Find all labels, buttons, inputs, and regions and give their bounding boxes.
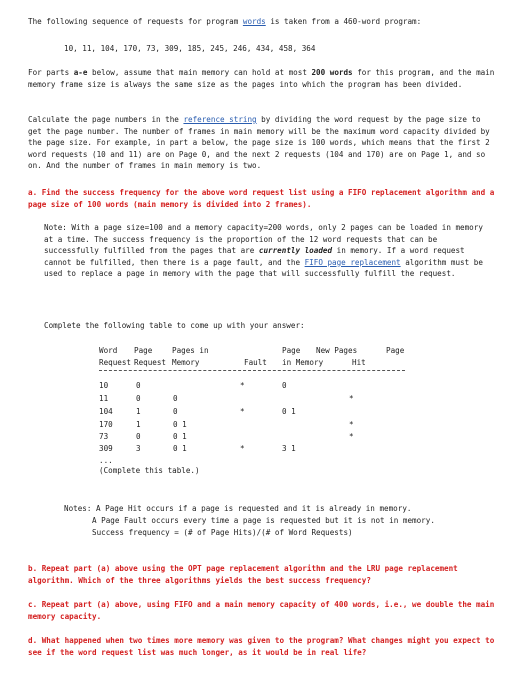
intro-line: The following sequence of requests for program words is taken from a 460-word program: (28, 17, 422, 26)
question-d: d. What happened when two times more memory was given to the program? What changes might you expect to see if the word request list was much longer, as it would be in real life? (28, 636, 495, 657)
table-ellipsis: ... (99, 456, 113, 465)
note-success-frequency: Success frequency = (# of Page Hits)/(# of Word Requests) (92, 528, 353, 537)
table-divider (99, 370, 405, 371)
note-page-fault: A Page Fault occurs every time a page is requested but it is not in memory. (92, 516, 435, 525)
words-link[interactable]: words (242, 17, 266, 26)
fifo-link[interactable]: FIFO page replacement (304, 257, 401, 267)
calculation-paragraph: Calculate the page numbers in the reference string by dividing the word request by the page size to get the page number. The number of frames in main memory will be the maximum word capacity divided by the page size. For example, in part a below, the page size is 100 words, which means that the first 2 word requests (10 and 11) are on Page 0, and the next 2 requests (104 and 170) are on Page 1, and so on. And the number of frames in main memory is two. (28, 115, 490, 171)
question-a: a. Find the success frequency for the above word request list using a FIFO replacement algorithm and a page size of 100 words (main memory is divided into 2 frames). (28, 188, 495, 209)
reference-string-link[interactable]: reference string (183, 115, 257, 124)
complete-prompt: Complete the following table to come up with your answer: (44, 321, 305, 330)
question-c: c. Repeat part (a) above, using FIFO and a main memory capacity of 400 words, i.e., we double the main memory capacity. (28, 600, 495, 621)
request-sequence: 10, 11, 104, 170, 73, 309, 185, 245, 246, 434, 458, 364 (64, 44, 316, 53)
question-b: b. Repeat part (a) above using the OPT page replacement algorithm and the LRU page replacement algorithm. Which of the three algorithms yields the best success frequency? (28, 564, 458, 585)
note-page-hit: Notes: A Page Hit occurs if a page is requested and it is already in memory. (64, 504, 412, 513)
table-complete-note: (Complete this table.) (99, 466, 200, 475)
assumption-paragraph: For parts a-e below, assume that main memory can hold at most 200 words for this program, and the main memory frame size is always the same size as the pages into which the program has been divided. (28, 68, 495, 89)
note-fifo: Note: With a page size=100 and a memory capacity=200 words, only 2 pages can be loaded in memory at a time. The success frequency is the proportion of the 12 word requests that can be successfully fulfilled from the pages that are currently loaded in memory. If a word request cannot be fulfilled, then there is a page fault, and the FIFO page replacement algorithm must be used to replace a page in memory with the page that will successfully fulfill the request. (44, 223, 483, 279)
